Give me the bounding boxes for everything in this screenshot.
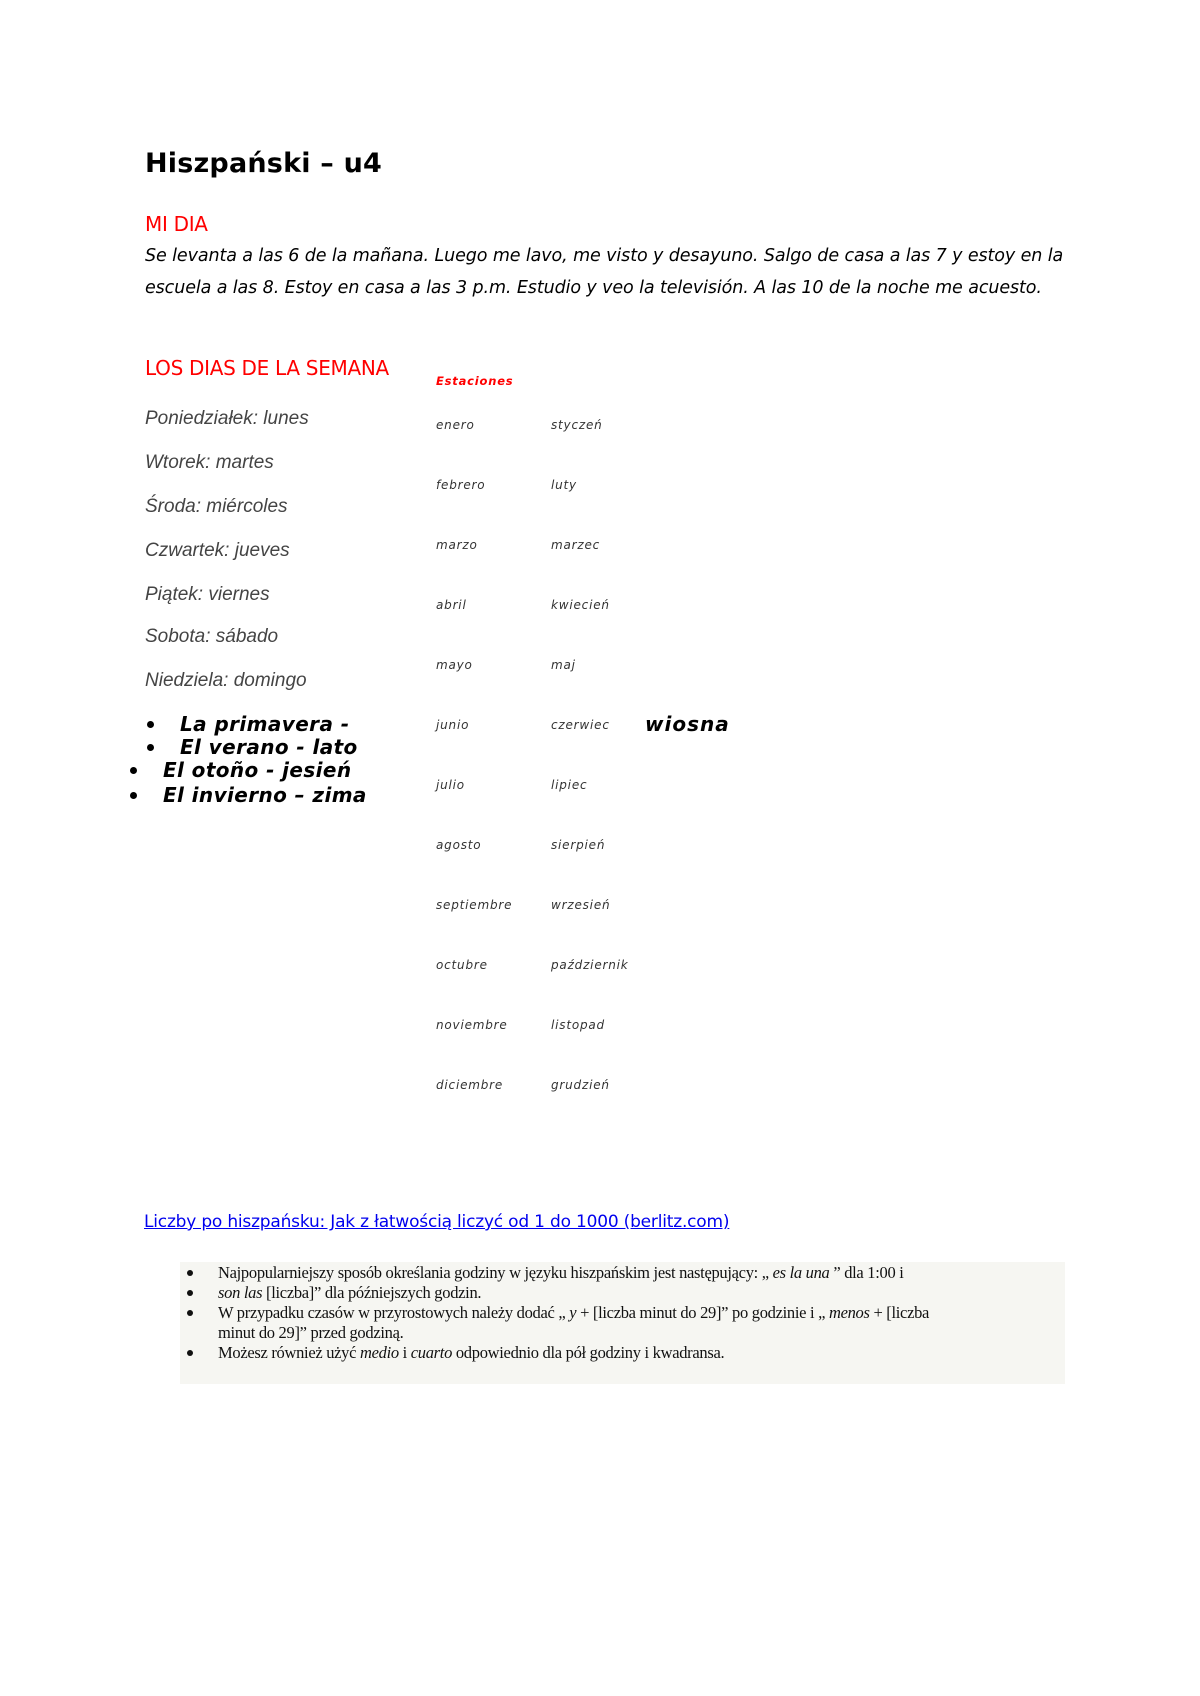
- tip-line: Najpopularniejszy sposób określania godziny w języku hiszpańskim jest następujący: „ es la una ” dla 1:00 i: [218, 1263, 904, 1282]
- month-pl: sierpień: [551, 838, 606, 852]
- season-item: El invierno – zima: [163, 783, 367, 807]
- bullet-icon: [147, 721, 154, 728]
- month-es: mayo: [436, 658, 473, 672]
- day-item: Sobota: sábado: [145, 626, 279, 647]
- bullet-icon: [130, 767, 137, 774]
- mi-dia-paragraph: Se levanta a las 6 de la mañana. Luego me lavo, me visto y desayuno. Salgo de casa a las 7 y estoy en la escuela a las 8. Estoy en casa a las 3 p.m. Estudio y veo la televisión. A las 10 de la noche me acuesto.: [145, 246, 1064, 298]
- day-item: Czwartek: jueves: [145, 540, 290, 561]
- season-item: El verano - lato: [180, 735, 358, 759]
- month-es: enero: [436, 418, 475, 432]
- month-es: junio: [436, 718, 470, 732]
- month-es: marzo: [436, 538, 478, 552]
- month-pl: czerwiec: [551, 718, 610, 732]
- month-es: octubre: [436, 958, 488, 972]
- wiosna-note: wiosna: [645, 712, 730, 736]
- month-pl: luty: [551, 478, 577, 492]
- bullet-icon: [187, 1290, 193, 1296]
- day-item: Wtorek: martes: [145, 452, 274, 473]
- month-pl: wrzesień: [551, 898, 611, 912]
- month-pl: grudzień: [551, 1078, 610, 1092]
- month-es: noviembre: [436, 1018, 508, 1032]
- day-item: Środa: miércoles: [145, 496, 288, 517]
- bullet-icon: [130, 792, 137, 799]
- document-title: Hiszpański – u4: [145, 148, 382, 179]
- month-es: abril: [436, 598, 467, 612]
- tip-line: W przypadku czasów w przyrostowych należy dodać „ y + [liczba minut do 29]” po godzinie i „ menos + [liczba: [218, 1303, 930, 1322]
- week-heading: LOS DIAS DE LA SEMANA: [145, 356, 389, 380]
- berlitz-numbers-link[interactable]: Liczby po hiszpańsku: Jak z łatwością liczyć od 1 do 1000 (berlitz.com): [144, 1212, 730, 1232]
- month-es: diciembre: [436, 1078, 504, 1092]
- estaciones-heading: Estaciones: [436, 374, 514, 388]
- month-es: febrero: [436, 478, 486, 492]
- day-item: Niedziela: domingo: [145, 670, 307, 691]
- month-pl: listopad: [551, 1018, 605, 1032]
- month-es: agosto: [436, 838, 482, 852]
- season-item: El otoño - jesień: [163, 758, 352, 782]
- bullet-icon: [147, 744, 154, 751]
- month-pl: styczeń: [551, 418, 603, 432]
- bullet-icon: [187, 1270, 193, 1276]
- month-pl: kwiecień: [551, 598, 610, 612]
- tip-line-continuation: minut do 29]” przed godziną.: [218, 1323, 404, 1342]
- day-item: Piątek: viernes: [145, 584, 270, 605]
- bullet-icon: [187, 1310, 193, 1316]
- tip-line: son las [liczba]” dla późniejszych godzin.: [218, 1283, 482, 1302]
- season-item: La primavera -: [180, 712, 350, 736]
- month-pl: maj: [551, 658, 576, 672]
- day-item: Poniedziałek: lunes: [145, 408, 309, 429]
- bullet-icon: [187, 1350, 193, 1356]
- month-pl: październik: [551, 958, 629, 972]
- month-pl: marzec: [551, 538, 601, 552]
- tip-line: Możesz również użyć medio i cuarto odpowiednio dla pół godziny i kwadransa.: [218, 1343, 725, 1362]
- month-es: septiembre: [436, 898, 513, 912]
- month-pl: lipiec: [551, 778, 588, 792]
- mi-dia-heading: MI DIA: [145, 212, 208, 236]
- month-es: julio: [436, 778, 465, 792]
